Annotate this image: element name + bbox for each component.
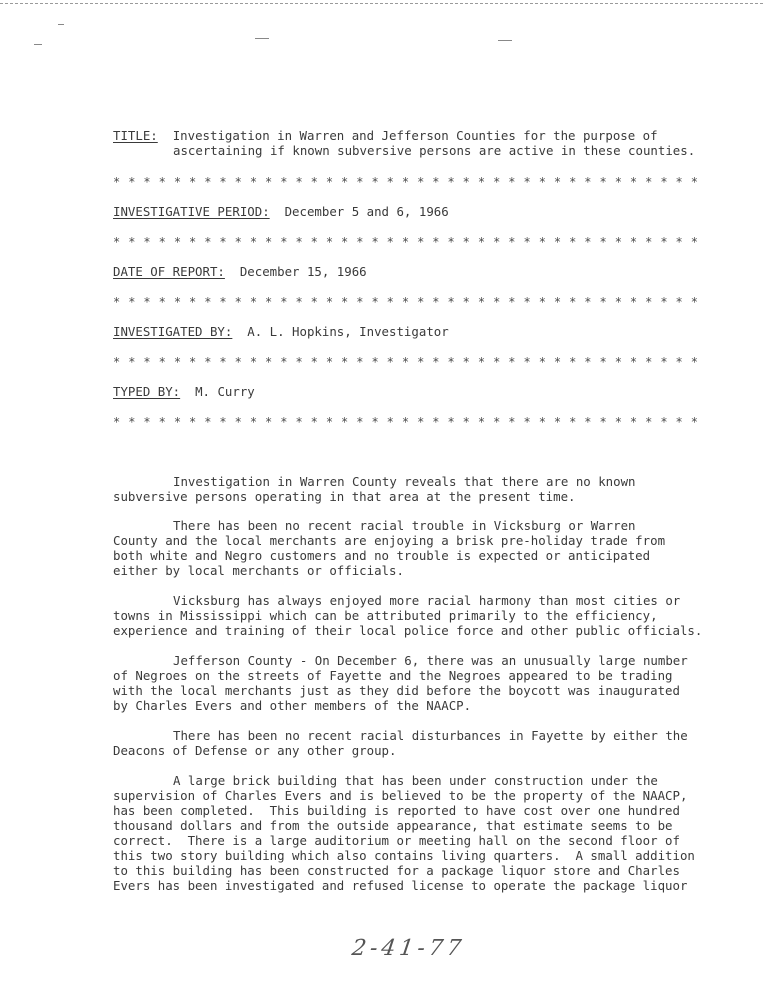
- separator-row: [113, 295, 698, 310]
- asterisk: *: [477, 415, 486, 429]
- asterisk: *: [629, 295, 638, 309]
- asterisk: *: [341, 355, 349, 369]
- asterisk: *: [660, 415, 668, 429]
- period-field: [113, 204, 449, 219]
- paragraph-6-line: this two story building which also contains living quarters. A small addition: [113, 848, 695, 863]
- asterisk: *: [493, 235, 501, 249]
- scan-speck: [255, 38, 269, 39]
- asterisk: *: [462, 415, 470, 429]
- asterisk: *: [325, 175, 334, 189]
- paragraph-1-line: subversive persons operating in that area at the present time.: [113, 489, 576, 504]
- asterisk: *: [584, 295, 592, 309]
- asterisk: *: [113, 175, 121, 189]
- asterisk: *: [508, 415, 516, 429]
- asterisk: *: [432, 415, 440, 429]
- paragraph-6-line: supervision of Charles Evers and is believed to be the property of the NAACP,: [113, 788, 688, 803]
- asterisk: *: [280, 415, 288, 429]
- asterisk: *: [356, 295, 364, 309]
- asterisk: *: [493, 295, 501, 309]
- date-label: DATE OF REPORT:: [113, 264, 225, 279]
- asterisk: *: [629, 415, 638, 429]
- asterisk: *: [523, 415, 531, 429]
- paragraph-5-line: There has been no recent racial disturbances in Fayette by either the: [173, 728, 688, 743]
- asterisk: *: [432, 355, 440, 369]
- asterisk: *: [538, 235, 546, 249]
- paragraph-4-line: by Charles Evers and other members of the NAACP.: [113, 698, 472, 713]
- asterisk: *: [675, 355, 683, 369]
- asterisk: *: [158, 175, 166, 189]
- typist-field: [113, 384, 255, 399]
- asterisk: *: [386, 295, 394, 309]
- asterisk: *: [386, 415, 394, 429]
- asterisk: *: [310, 355, 318, 369]
- asterisk: *: [356, 175, 364, 189]
- asterisk: *: [401, 355, 410, 369]
- asterisk: *: [128, 235, 136, 249]
- asterisk: *: [341, 235, 349, 249]
- asterisk: *: [690, 235, 698, 249]
- asterisk: *: [310, 235, 318, 249]
- asterisk: *: [371, 235, 379, 249]
- asterisk: *: [614, 415, 622, 429]
- asterisk: *: [325, 295, 334, 309]
- paragraph-1-line: Investigation in Warren County reveals that there are no known: [173, 474, 636, 489]
- asterisk: *: [645, 355, 653, 369]
- asterisk: *: [204, 175, 212, 189]
- asterisk: *: [173, 415, 182, 429]
- asterisk: *: [523, 235, 531, 249]
- asterisk: *: [341, 295, 349, 309]
- asterisk: *: [234, 355, 242, 369]
- asterisk: *: [234, 415, 242, 429]
- typist-value: M. Curry: [195, 384, 255, 399]
- asterisk: *: [356, 235, 364, 249]
- asterisk: *: [189, 235, 197, 249]
- paragraph-6-line: A large brick building that has been under construction under the: [173, 773, 658, 788]
- asterisk: *: [599, 295, 607, 309]
- investigator-label: INVESTIGATED BY:: [113, 324, 233, 339]
- paragraph-2-line: County and the local merchants are enjoying a brisk pre-holiday trade from: [113, 533, 666, 548]
- asterisk: *: [614, 235, 622, 249]
- asterisk: *: [493, 415, 501, 429]
- asterisk: *: [645, 175, 653, 189]
- asterisk: *: [265, 355, 273, 369]
- asterisk: *: [325, 235, 334, 249]
- asterisk: *: [645, 295, 653, 309]
- asterisk: *: [553, 235, 562, 249]
- asterisk: *: [675, 235, 683, 249]
- asterisk: *: [341, 415, 349, 429]
- asterisk: *: [690, 355, 698, 369]
- asterisk: *: [523, 175, 531, 189]
- handwritten-page-number: 2-41-77: [350, 936, 467, 961]
- asterisk: *: [584, 175, 592, 189]
- asterisk: *: [204, 355, 212, 369]
- asterisk: *: [660, 295, 668, 309]
- asterisk: *: [265, 415, 273, 429]
- asterisk: *: [219, 415, 227, 429]
- asterisk: *: [143, 295, 151, 309]
- paragraph-6-line: has been completed. This building is reported to have cost over one hundred: [113, 803, 680, 818]
- asterisk: *: [614, 175, 622, 189]
- scan-speck: [498, 40, 512, 41]
- asterisk: *: [143, 355, 151, 369]
- asterisk: *: [538, 355, 546, 369]
- asterisk: *: [629, 355, 638, 369]
- paragraph-3-line: Vicksburg has always enjoyed more racial harmony than most cities or: [173, 593, 681, 608]
- asterisk: *: [249, 355, 258, 369]
- asterisk: *: [280, 235, 288, 249]
- asterisk: *: [538, 295, 546, 309]
- asterisk: *: [569, 415, 577, 429]
- asterisk: *: [417, 235, 425, 249]
- asterisk: *: [477, 175, 486, 189]
- asterisk: *: [584, 415, 592, 429]
- asterisk: *: [569, 235, 577, 249]
- paragraph-4-line: of Negroes on the streets of Fayette and the Negroes appeared to be trading: [113, 668, 673, 683]
- asterisk: *: [295, 415, 303, 429]
- title-label: TITLE:: [113, 128, 158, 143]
- asterisk: *: [204, 295, 212, 309]
- asterisk: *: [189, 355, 197, 369]
- asterisk: *: [371, 415, 379, 429]
- asterisk: *: [173, 295, 182, 309]
- asterisk: *: [645, 235, 653, 249]
- asterisk: *: [401, 175, 410, 189]
- asterisk: *: [204, 235, 212, 249]
- asterisk: *: [234, 235, 242, 249]
- asterisk: *: [143, 415, 151, 429]
- asterisk: *: [204, 415, 212, 429]
- asterisk: *: [538, 415, 546, 429]
- asterisk: *: [447, 415, 455, 429]
- asterisk: *: [645, 415, 653, 429]
- asterisk: *: [675, 415, 683, 429]
- asterisk: *: [371, 175, 379, 189]
- asterisk: *: [477, 235, 486, 249]
- asterisk: *: [417, 355, 425, 369]
- asterisk: *: [128, 295, 136, 309]
- period-value: December 5 and 6, 1966: [284, 204, 449, 219]
- asterisk: *: [249, 175, 258, 189]
- asterisk: *: [280, 355, 288, 369]
- asterisk: *: [447, 235, 455, 249]
- asterisk: *: [265, 235, 273, 249]
- asterisk: *: [295, 175, 303, 189]
- asterisk: *: [553, 415, 562, 429]
- asterisk: *: [371, 355, 379, 369]
- separator-row: [113, 415, 698, 430]
- asterisk: *: [569, 355, 577, 369]
- asterisk: *: [660, 235, 668, 249]
- date-field: [113, 264, 367, 279]
- asterisk: *: [417, 175, 425, 189]
- date-value: December 15, 1966: [239, 264, 367, 279]
- asterisk: *: [143, 175, 151, 189]
- asterisk: *: [523, 295, 531, 309]
- paragraph-3-line: experience and training of their local police force and other public officials.: [113, 623, 703, 638]
- asterisk: *: [660, 175, 668, 189]
- asterisk: *: [113, 235, 121, 249]
- asterisk: *: [629, 175, 638, 189]
- asterisk: *: [386, 235, 394, 249]
- asterisk: *: [462, 175, 470, 189]
- asterisk: *: [569, 295, 577, 309]
- title-text: Investigation in Warren and Jefferson Counties for the purpose of: [172, 128, 658, 143]
- asterisk: *: [280, 175, 288, 189]
- asterisk: *: [417, 295, 425, 309]
- asterisk: *: [189, 175, 197, 189]
- asterisk: *: [432, 235, 440, 249]
- asterisk: *: [325, 415, 334, 429]
- separator-row: [113, 355, 698, 370]
- asterisk: *: [173, 355, 182, 369]
- asterisk: *: [189, 415, 197, 429]
- asterisk: *: [508, 295, 516, 309]
- asterisk: *: [158, 235, 166, 249]
- asterisk: *: [447, 355, 455, 369]
- asterisk: *: [310, 295, 318, 309]
- asterisk: *: [584, 355, 592, 369]
- asterisk: *: [462, 295, 470, 309]
- asterisk: *: [173, 175, 182, 189]
- asterisk: *: [219, 295, 227, 309]
- asterisk: *: [599, 175, 607, 189]
- asterisk: *: [553, 175, 562, 189]
- asterisk: *: [128, 175, 136, 189]
- asterisk: *: [158, 295, 166, 309]
- asterisk: *: [356, 415, 364, 429]
- asterisk: *: [614, 295, 622, 309]
- asterisk: *: [386, 355, 394, 369]
- asterisk: *: [295, 355, 303, 369]
- asterisk: *: [432, 295, 440, 309]
- asterisk: *: [219, 355, 227, 369]
- asterisk: *: [310, 175, 318, 189]
- title-line-1: [113, 128, 658, 143]
- asterisk: *: [477, 295, 486, 309]
- asterisk: *: [249, 295, 258, 309]
- asterisk: *: [113, 355, 121, 369]
- asterisk: *: [325, 355, 334, 369]
- asterisk: *: [356, 355, 364, 369]
- paragraph-6-line: correct. There is a large auditorium or meeting hall on the second floor of: [113, 833, 680, 848]
- investigator-field: [113, 324, 449, 339]
- asterisk: *: [569, 175, 577, 189]
- asterisk: *: [265, 295, 273, 309]
- period-label: INVESTIGATIVE PERIOD:: [113, 204, 270, 219]
- asterisk: *: [447, 295, 455, 309]
- asterisk: *: [553, 355, 562, 369]
- paragraph-6-line: Evers has been investigated and refused license to operate the package liquor: [113, 878, 688, 893]
- asterisk: *: [675, 175, 683, 189]
- asterisk: *: [477, 355, 486, 369]
- asterisk: *: [280, 295, 288, 309]
- asterisk: *: [508, 355, 516, 369]
- asterisk: *: [447, 175, 455, 189]
- asterisk: *: [113, 415, 121, 429]
- asterisk: *: [462, 355, 470, 369]
- asterisk: *: [599, 235, 607, 249]
- asterisk: *: [295, 295, 303, 309]
- asterisk: *: [128, 355, 136, 369]
- paragraph-5-line: Deacons of Defense or any other group.: [113, 743, 397, 758]
- asterisk: *: [599, 415, 607, 429]
- asterisk: *: [295, 235, 303, 249]
- investigator-value: A. L. Hopkins, Investigator: [247, 324, 449, 339]
- asterisk: *: [173, 235, 182, 249]
- asterisk: *: [371, 295, 379, 309]
- asterisk: *: [265, 175, 273, 189]
- paragraph-3-line: towns in Mississippi which can be attributed primarily to the efficiency,: [113, 608, 658, 623]
- asterisk: *: [113, 295, 121, 309]
- asterisk: *: [219, 175, 227, 189]
- title-line-2: ascertaining if known subversive persons are active in these counties.: [173, 143, 696, 158]
- paragraph-2-line: either by local merchants or officials.: [113, 563, 404, 578]
- asterisk: *: [629, 235, 638, 249]
- asterisk: *: [493, 175, 501, 189]
- asterisk: *: [158, 415, 166, 429]
- asterisk: *: [660, 355, 668, 369]
- asterisk: *: [553, 295, 562, 309]
- asterisk: *: [432, 175, 440, 189]
- asterisk: *: [310, 415, 318, 429]
- paragraph-2-line: There has been no recent racial trouble in Vicksburg or Warren: [173, 518, 636, 533]
- asterisk: *: [341, 175, 349, 189]
- paragraph-6-line: thousand dollars and from the outside appearance, that estimate seems to be: [113, 818, 673, 833]
- asterisk: *: [189, 295, 197, 309]
- asterisk: *: [234, 295, 242, 309]
- asterisk: *: [219, 235, 227, 249]
- separator-row: [113, 175, 698, 190]
- asterisk: *: [690, 175, 698, 189]
- asterisk: *: [128, 415, 136, 429]
- asterisk: *: [538, 175, 546, 189]
- paragraph-4-line: Jefferson County - On December 6, there was an unusually large number: [173, 653, 688, 668]
- asterisk: *: [158, 355, 166, 369]
- asterisk: *: [599, 355, 607, 369]
- asterisk: *: [508, 235, 516, 249]
- asterisk: *: [234, 175, 242, 189]
- asterisk: *: [675, 295, 683, 309]
- asterisk: *: [690, 415, 698, 429]
- asterisk: *: [493, 355, 501, 369]
- asterisk: *: [401, 415, 410, 429]
- typist-label: TYPED BY:: [113, 384, 181, 399]
- separator-row: [113, 235, 698, 250]
- asterisk: *: [417, 415, 425, 429]
- paragraph-2-line: both white and Negro customers and no trouble is expected or anticipated: [113, 548, 651, 563]
- scan-speck: [34, 44, 42, 45]
- asterisk: *: [690, 295, 698, 309]
- scan-speck: [58, 24, 64, 25]
- asterisk: *: [462, 235, 470, 249]
- asterisk: *: [508, 175, 516, 189]
- asterisk: *: [143, 235, 151, 249]
- asterisk: *: [401, 295, 410, 309]
- paragraph-6-line: to this building has been constructed for a package liquor store and Charles: [113, 863, 680, 878]
- asterisk: *: [249, 235, 258, 249]
- asterisk: *: [584, 235, 592, 249]
- asterisk: *: [523, 355, 531, 369]
- scan-edge-line: [0, 3, 763, 4]
- asterisk: *: [401, 235, 410, 249]
- asterisk: *: [249, 415, 258, 429]
- paragraph-4-line: with the local merchants just as they did before the boycott was inaugurated: [113, 683, 680, 698]
- asterisk: *: [614, 355, 622, 369]
- asterisk: *: [386, 175, 394, 189]
